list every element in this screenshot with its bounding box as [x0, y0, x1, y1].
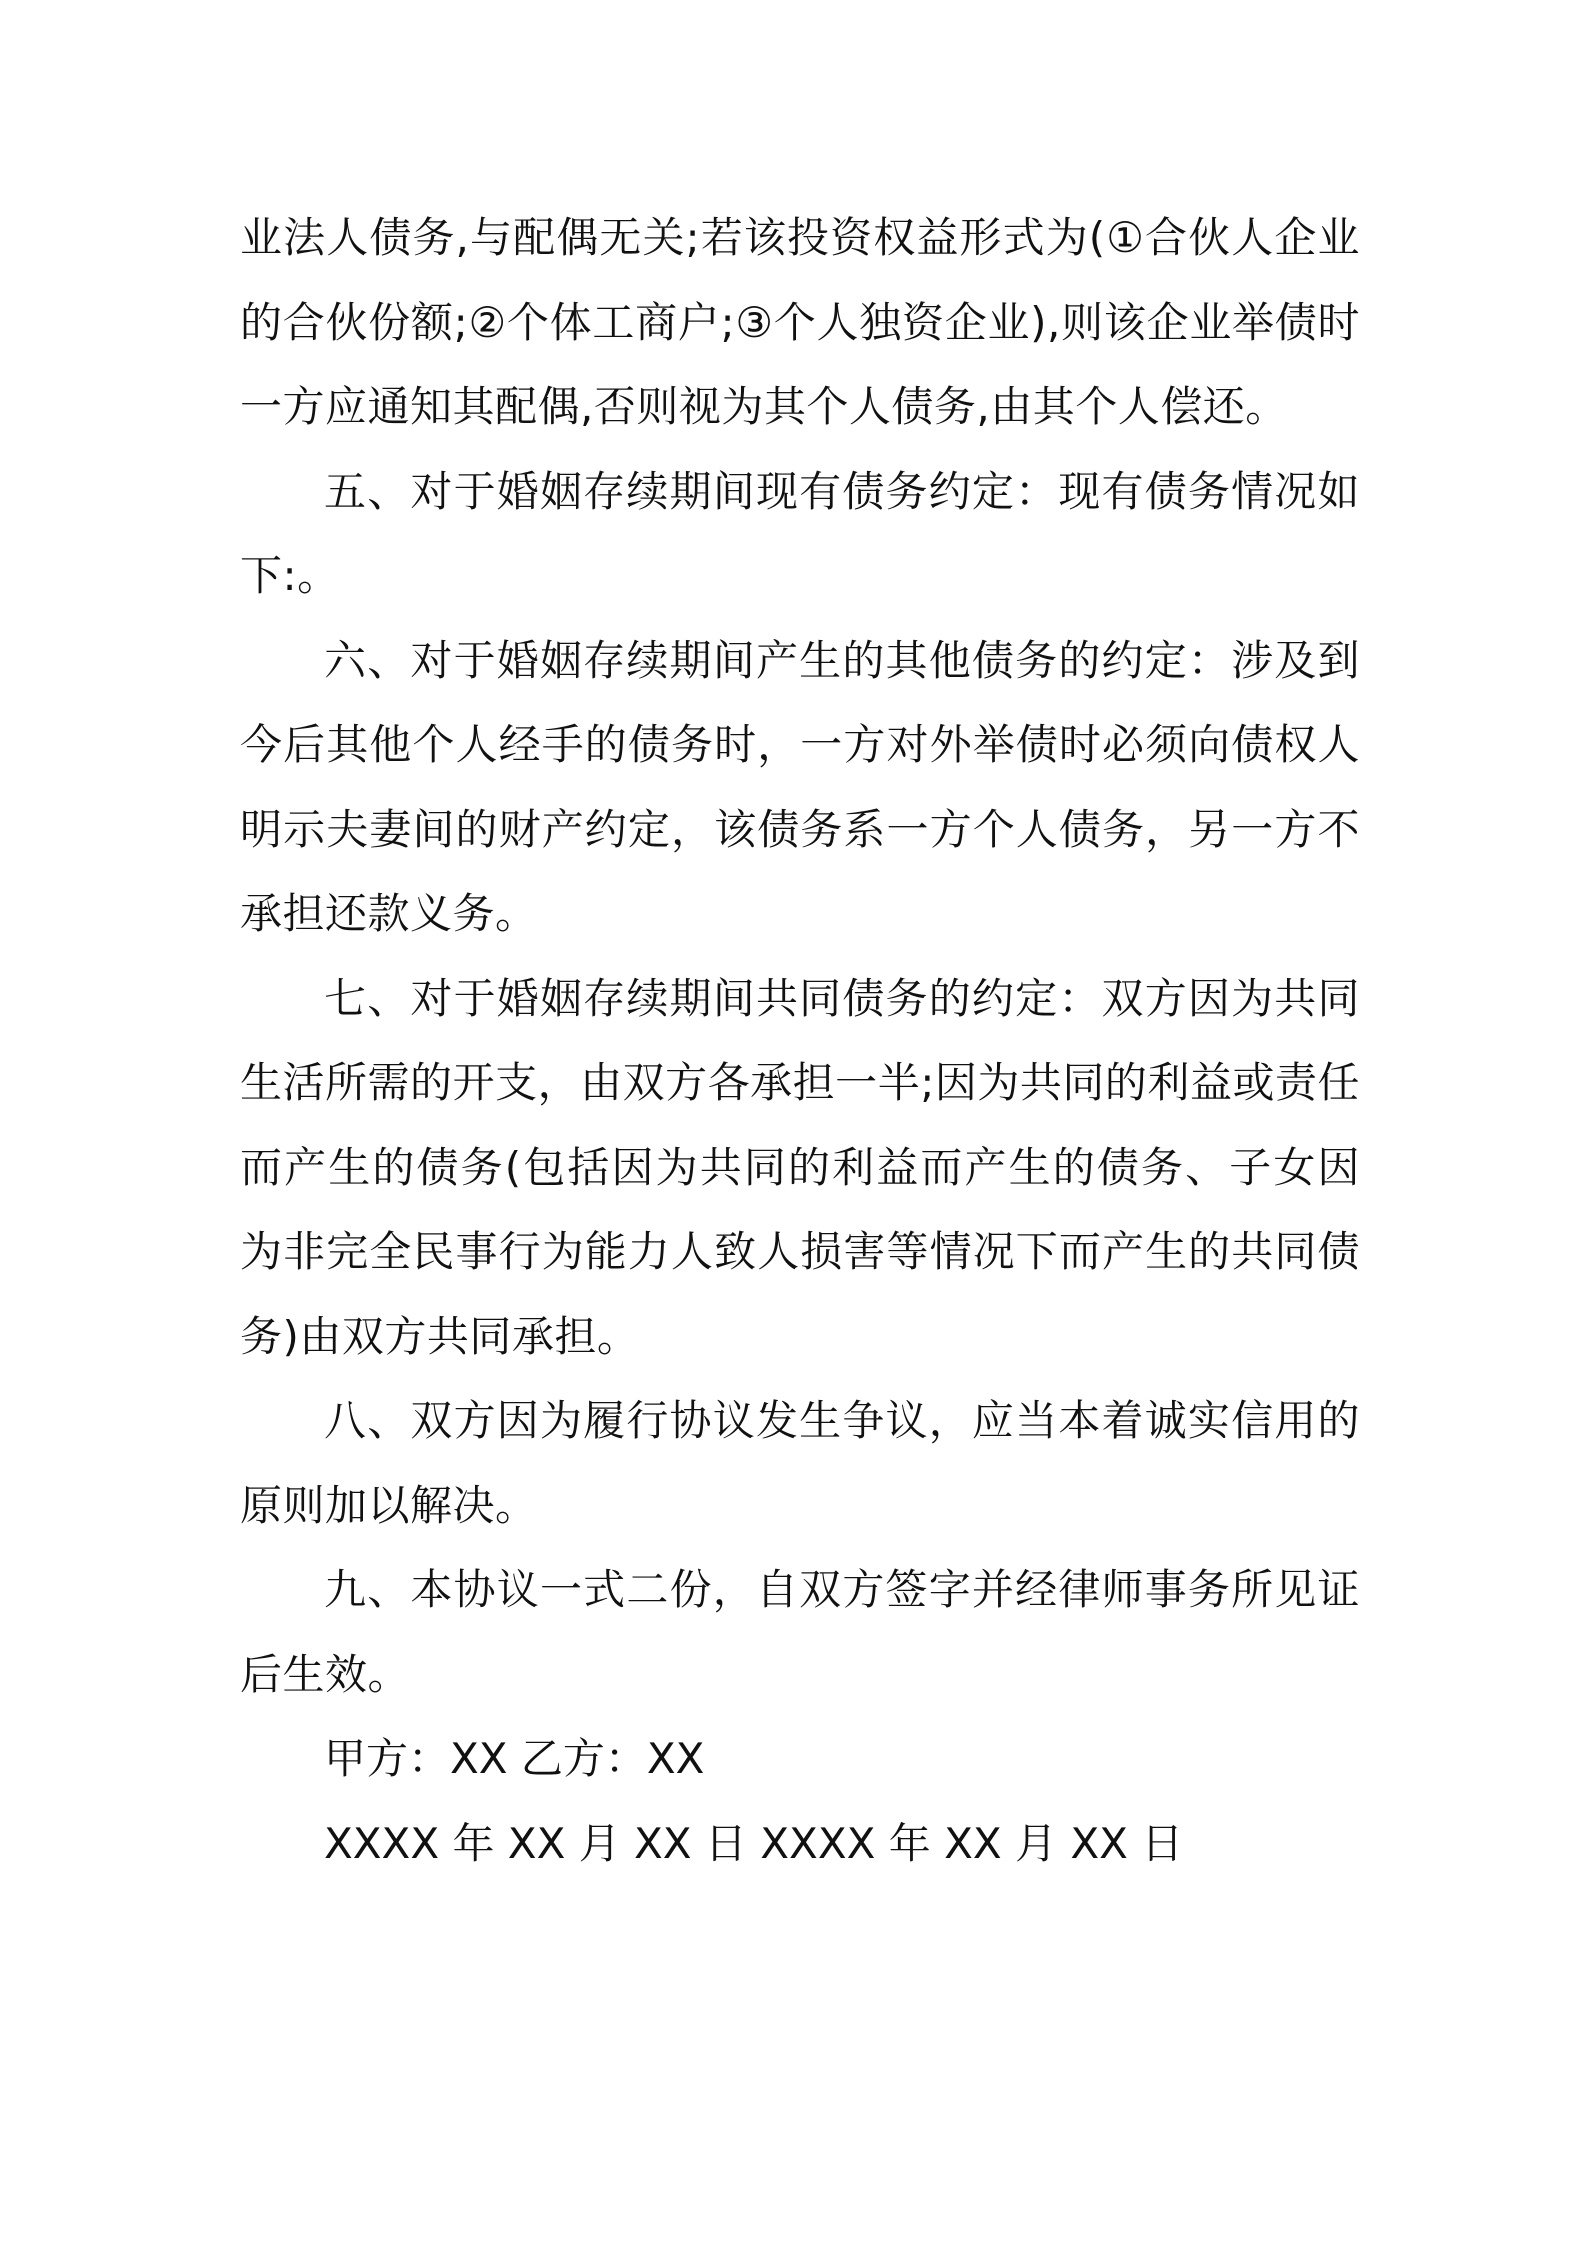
paragraph-clause-6: 六、对于婚姻存续期间产生的其他债务的约定：涉及到今后其他个人经手的债务时，一方对外举债时必须向债权人明示夫妻间的财产约定，该债务系一方个人债务，另一方不承担还款义务。	[240, 635, 1360, 938]
signature-parties: 甲方：XX 乙方：XX	[324, 1734, 705, 1783]
paragraph-clause-9: 九、本协议一式二份，自双方签字并经律师事务所见证后生效。	[240, 1565, 1360, 1699]
paragraph-continuation: 业法人债务,与配偶无关;若该投资权益形式为(①合伙人企业的合伙份额;②个体工商户;③个人独资企业),则该企业举债时一方应通知其配偶,否则视为其个人债务,由其个人偿还。	[240, 213, 1360, 431]
signature-dates: XXXX 年 XX 月 XX 日 XXXX 年 XX 月 XX 日	[324, 1818, 1184, 1868]
document-page	[240, 196, 1360, 1886]
paragraph-clause-5: 五、对于婚姻存续期间现有债务约定：现有债务情况如下:。	[240, 466, 1360, 600]
paragraph-clause-7: 七、对于婚姻存续期间共同债务的约定：双方因为共同生活所需的开支，由双方各承担一半;因为共同的利益或责任而产生的债务(包括因为共同的利益而产生的债务、子女因为非完全民事行为能力人致人损害等情况下而产生的共同债务)由双方共同承担。	[240, 973, 1360, 1361]
paragraph-clause-8: 八、双方因为履行协议发生争议，应当本着诚实信用的原则加以解决。	[240, 1396, 1360, 1530]
